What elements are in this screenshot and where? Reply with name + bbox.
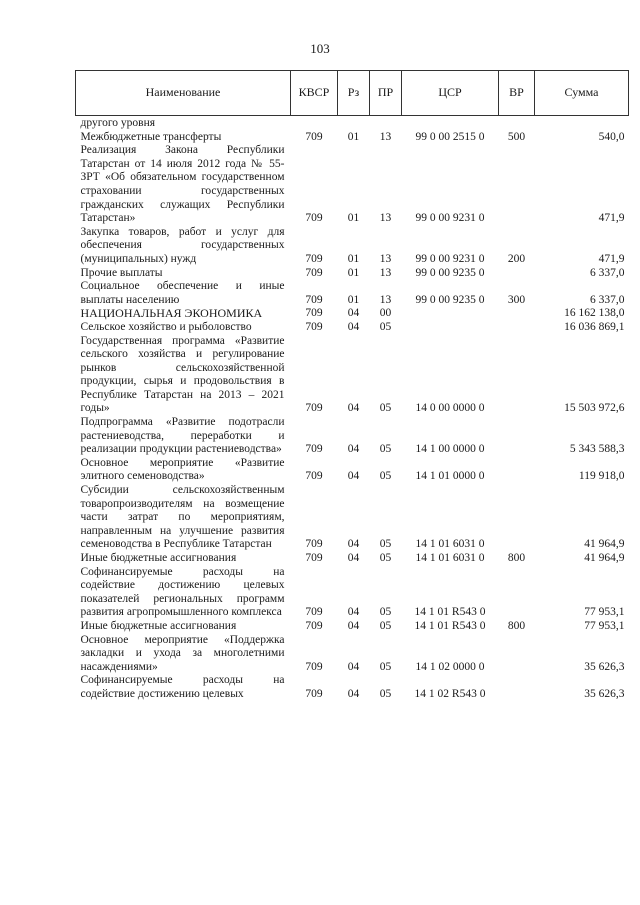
- cell-vr: [499, 457, 535, 484]
- cell-name: Подпрограмма «Развитие подотрасли растениеводства, переработки и реализации продукции растениеводства»: [80, 416, 285, 456]
- cell-sum: 16 036 869,1: [564, 320, 625, 333]
- header-csr: ЦСР: [402, 71, 499, 116]
- cell-csr: 14 1 02 0000 0: [415, 660, 485, 673]
- cell-name: Софинансируемые расходы на содействие достижению целевых показателей региональных программ развития агропромышленного комплекса: [80, 565, 285, 619]
- cell-csr: [402, 116, 499, 131]
- cell-vr: 800: [507, 619, 526, 632]
- cell-pr: 05: [379, 320, 392, 333]
- cell-pr: 13: [379, 130, 392, 143]
- cell-rz: [338, 116, 370, 131]
- cell-pr: 13: [379, 252, 392, 265]
- cell-name: Межбюджетные трансферты: [80, 130, 222, 143]
- cell-kvsr: 709: [305, 552, 323, 564]
- cell-pr: [370, 116, 402, 131]
- table-row: [76, 335, 629, 417]
- cell-name: Основное мероприятие «Поддержка закладки и ухода за многолетними насаждениями»: [80, 633, 285, 673]
- cell-kvsr: 709: [305, 212, 323, 225]
- cell-rz: 04: [347, 660, 360, 673]
- table-body: [76, 116, 629, 702]
- cell-name: Сельское хозяйство и рыболовство: [80, 320, 252, 333]
- cell-name: Реализация Закона Республики Татарстан от 14 июля 2012 года № 55-ЗРТ «Об обязательном государственном страховании государственных гражданских служащих Республики Татарстан»: [80, 144, 285, 225]
- cell-csr: [402, 321, 499, 335]
- cell-sum: 77 953,1: [584, 619, 625, 632]
- cell-name: Софинансируемые расходы на содействие достижению целевых: [80, 674, 285, 700]
- cell-name: другого уровня: [80, 117, 156, 129]
- cell-vr: 800: [507, 552, 526, 564]
- table-row: [76, 144, 629, 226]
- header-name: Наименование: [76, 71, 291, 116]
- cell-csr: 14 1 01 0000 0: [415, 470, 485, 483]
- header-rz: Рз: [338, 71, 370, 116]
- cell-vr: [499, 634, 535, 675]
- cell-name: Государственная программа «Развитие сельского хозяйства и регулирование рынков сельскохозяйственной продукции, сырья и продовольствия в Республике Татарстан на 2013 – 2021 годы»: [80, 334, 285, 415]
- cell-pr: 05: [379, 470, 392, 483]
- table-row: [76, 321, 629, 335]
- cell-csr: 99 0 00 2515 0: [415, 130, 485, 143]
- cell-kvsr: 709: [305, 687, 323, 700]
- cell-csr: 99 0 00 9235 0: [415, 266, 485, 279]
- cell-kvsr: 709: [305, 266, 323, 279]
- cell-rz: 04: [347, 606, 360, 619]
- cell-sum: 6 337,0: [590, 266, 625, 279]
- cell-sum: 5 343 588,3: [569, 443, 625, 456]
- header-vr: ВР: [499, 71, 535, 116]
- cell-name: Закупка товаров, работ и услуг для обеспечения государственных (муниципальных) нужд: [80, 225, 285, 265]
- cell-sum: 15 503 972,6: [564, 402, 625, 415]
- cell-sum: 471,9: [598, 212, 625, 225]
- cell-vr: [499, 116, 535, 131]
- table-row: [76, 280, 629, 307]
- cell-vr: [499, 674, 535, 701]
- cell-kvsr: 709: [305, 402, 323, 415]
- cell-csr: 14 1 01 R543 0: [414, 619, 486, 632]
- table-row: [76, 566, 629, 620]
- cell-rz: 01: [347, 212, 360, 225]
- header-kvsr: КВСР: [291, 71, 338, 116]
- cell-vr: [499, 321, 535, 335]
- cell-vr: 200: [507, 252, 526, 265]
- cell-pr: 13: [379, 266, 392, 279]
- cell-pr: 05: [379, 660, 392, 673]
- table-row: [76, 267, 629, 281]
- cell-rz: 04: [347, 538, 360, 551]
- cell-kvsr: 709: [305, 606, 323, 619]
- cell-sum: 41 964,9: [584, 552, 625, 564]
- cell-vr: 300: [507, 293, 526, 306]
- table-row: [76, 131, 629, 145]
- cell-sum: 119 918,0: [578, 470, 625, 483]
- table-header: [76, 71, 629, 116]
- cell-rz: 04: [347, 402, 360, 415]
- cell-name: Иные бюджетные ассигнования: [80, 552, 237, 564]
- table-row: [76, 226, 629, 267]
- table-row: [76, 416, 629, 457]
- cell-rz: 01: [347, 130, 360, 143]
- cell-kvsr: 709: [305, 443, 323, 456]
- cell-csr: 99 0 00 9235 0: [415, 293, 485, 306]
- cell-csr: 14 1 01 R543 0: [414, 606, 486, 619]
- cell-csr: 99 0 00 9231 0: [415, 252, 485, 265]
- budget-table: [75, 70, 629, 702]
- cell-rz: 04: [347, 687, 360, 700]
- header-pr: ПР: [370, 71, 402, 116]
- cell-kvsr: 709: [305, 660, 323, 673]
- cell-sum: 35 626,3: [584, 660, 625, 673]
- cell-pr: 05: [379, 443, 392, 456]
- cell-csr: 99 0 00 9231 0: [415, 212, 485, 225]
- cell-csr: 14 1 00 0000 0: [415, 443, 485, 456]
- page-number: 103: [310, 41, 330, 56]
- cell-pr: 13: [379, 212, 392, 225]
- cell-sum: 16 162 138,0: [564, 307, 625, 320]
- cell-vr: [499, 416, 535, 457]
- cell-sum: 540,0: [598, 130, 625, 143]
- cell-vr: [499, 267, 535, 281]
- cell-name: Субсидии сельскохозяйственным товаропроизводителям на возмещение части затрат по мероприятиям, направленным на улучшение развития семеноводства в Республике Татарстан: [80, 484, 285, 551]
- cell-name: Прочие выплаты: [80, 266, 163, 279]
- cell-rz: 01: [347, 293, 360, 306]
- cell-kvsr: [291, 116, 338, 131]
- cell-sum: [535, 116, 629, 131]
- cell-kvsr: 709: [305, 130, 323, 143]
- header-sum: Сумма: [535, 71, 629, 116]
- cell-vr: [499, 307, 535, 321]
- cell-vr: [499, 484, 535, 552]
- cell-csr: 14 1 02 R543 0: [414, 687, 486, 700]
- cell-csr: 14 1 01 6031 0: [415, 538, 485, 551]
- cell-pr: 00: [379, 307, 392, 320]
- table-row: [76, 484, 629, 552]
- cell-csr: 14 0 00 0000 0: [415, 402, 485, 415]
- table-row: [76, 620, 629, 634]
- cell-kvsr: 709: [305, 470, 323, 483]
- cell-kvsr: 709: [305, 293, 323, 306]
- table-row: [76, 634, 629, 675]
- cell-rz: 04: [347, 619, 360, 632]
- cell-sum: 35 626,3: [584, 687, 625, 700]
- cell-sum: 41 964,9: [584, 538, 625, 551]
- cell-name: Иные бюджетные ассигнования: [80, 619, 237, 632]
- cell-kvsr: 709: [305, 538, 323, 551]
- cell-sum: 77 953,1: [584, 606, 625, 619]
- cell-vr: [499, 144, 535, 226]
- cell-rz: 04: [347, 320, 360, 333]
- cell-pr: 05: [379, 619, 392, 632]
- cell-name: НАЦИОНАЛЬНАЯ ЭКОНОМИКА: [80, 306, 263, 321]
- cell-rz: 01: [347, 252, 360, 265]
- cell-name: Основное мероприятие «Развитие элитного семеноводства»: [80, 456, 285, 483]
- table-row: [76, 307, 629, 321]
- cell-csr: 14 1 01 6031 0: [415, 552, 485, 564]
- table-row: [76, 457, 629, 484]
- cell-name: Социальное обеспечение и иные выплаты населению: [80, 280, 285, 306]
- cell-pr: 05: [379, 538, 392, 551]
- cell-kvsr: 709: [305, 252, 323, 265]
- cell-rz: 04: [347, 443, 360, 456]
- cell-pr: 05: [379, 402, 392, 415]
- cell-pr: 05: [379, 687, 392, 700]
- cell-pr: 13: [379, 293, 392, 306]
- cell-kvsr: 709: [305, 320, 323, 333]
- cell-vr: [499, 566, 535, 620]
- cell-rz: 01: [347, 266, 360, 279]
- cell-pr: 05: [379, 552, 392, 564]
- cell-rz: 04: [347, 552, 360, 564]
- table-row: [76, 116, 629, 131]
- table-row: [76, 674, 629, 701]
- cell-sum: 6 337,0: [590, 293, 625, 306]
- cell-csr: [402, 307, 499, 321]
- cell-kvsr: 709: [305, 307, 323, 320]
- cell-vr: 500: [507, 130, 526, 143]
- cell-pr: 05: [379, 606, 392, 619]
- table-row: [76, 552, 629, 566]
- cell-vr: [499, 335, 535, 417]
- cell-rz: 04: [347, 307, 360, 320]
- cell-kvsr: 709: [305, 619, 323, 632]
- cell-sum: 471,9: [598, 252, 625, 265]
- cell-rz: 04: [347, 470, 360, 483]
